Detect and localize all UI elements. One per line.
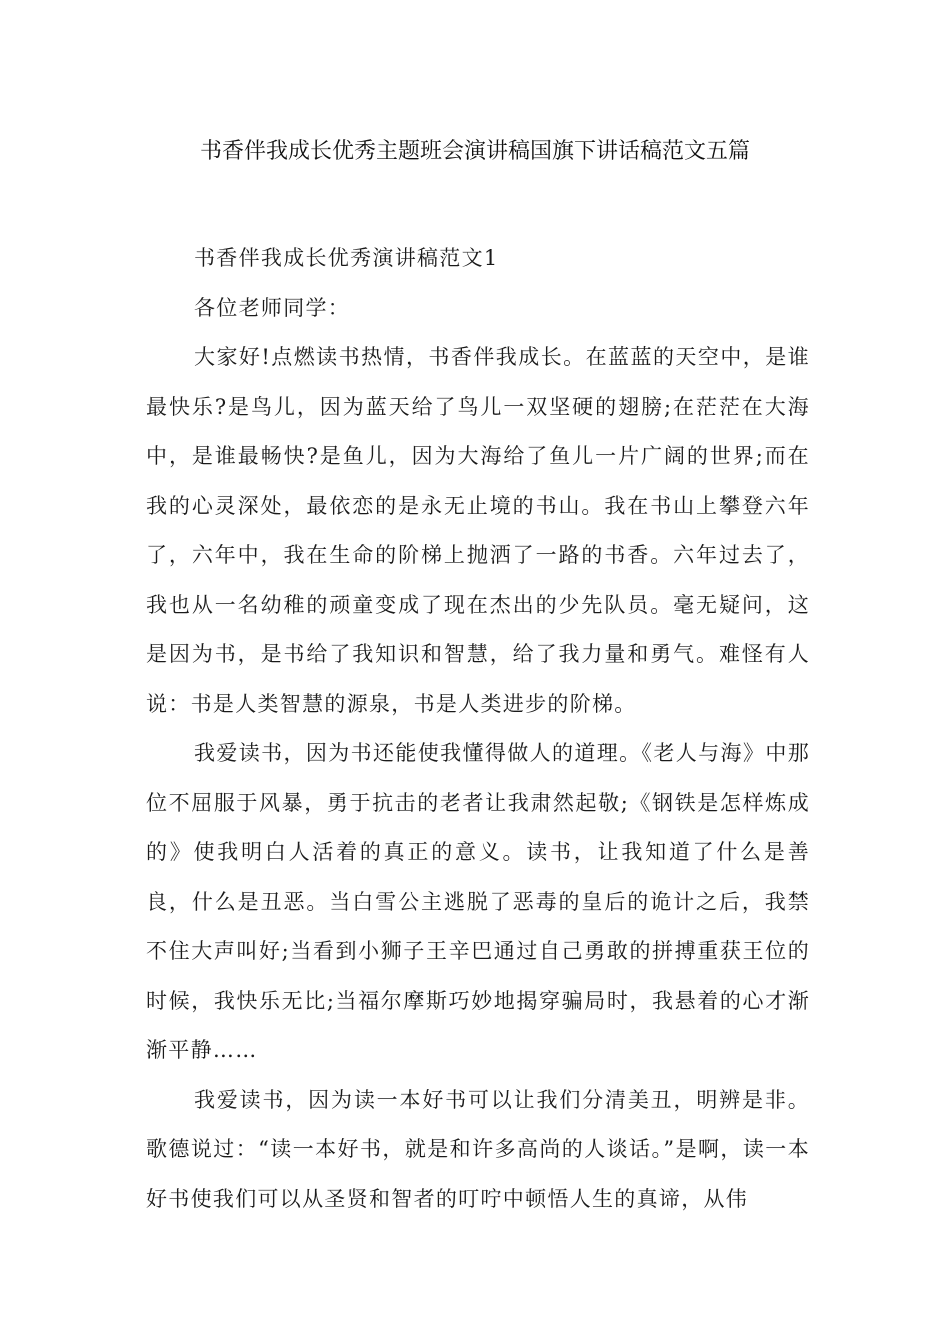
document-body [146, 234, 810, 1224]
salutation: 各位老师同学： [194, 295, 351, 320]
body-paragraph-1: 大家好!点燃读书热情，书香伴我成长。在蓝蓝的天空中，是谁最快乐?是鸟儿，因为蓝天给了鸟儿一双坚硬的翅膀;在茫茫在大海中，是谁最畅快?是鱼儿，因为大海给了鱼儿一片广阔的世界;而在我的心灵深处，最依恋的是永无止境的书山。我在书山上攀登六年了，六年中，我在生命的阶梯上抛洒了一路的书香。六年过去了，我也从一名幼稚的顽童变成了现在杰出的少先队员。毫无疑问，这是因为书，是书给了我知识和智慧，给了我力量和勇气。难怪有人说：书是人类智慧的源泉，书是人类进步的阶梯。 [146, 345, 810, 716]
section-heading: 书香伴我成长优秀演讲稿范文1 [194, 246, 499, 270]
body-paragraph-2: 我爱读书，因为书还能使我懂得做人的道理。《老人与海》中那位不屈服于风暴，勇于抗击的老者让我肃然起敬;《钢铁是怎样炼成的》使我明白人活着的真正的意义。读书，让我知道了什么是善良，什么是丑恶。当白雪公主逃脱了恶毒的皇后的诡计之后，我禁不住大声叫好;当看到小狮子王辛巴通过自己勇敢的拼搏重获王位的时候，我快乐无比;当福尔摩斯巧妙地揭穿骗局时，我悬着的心才渐渐平静…… [146, 741, 810, 1062]
document-title: 书香伴我成长优秀主题班会演讲稿国旗下讲话稿范文五篇 [199, 139, 750, 164]
body-paragraph-3: 我爱读书，因为读一本好书可以让我们分清美丑，明辨是非。歌德说过：“读一本好书，就是和许多高尚的人谈话。”是啊，读一本好书使我们可以从圣贤和智者的叮咛中顿悟人生的真谛，从伟 [146, 1087, 810, 1211]
